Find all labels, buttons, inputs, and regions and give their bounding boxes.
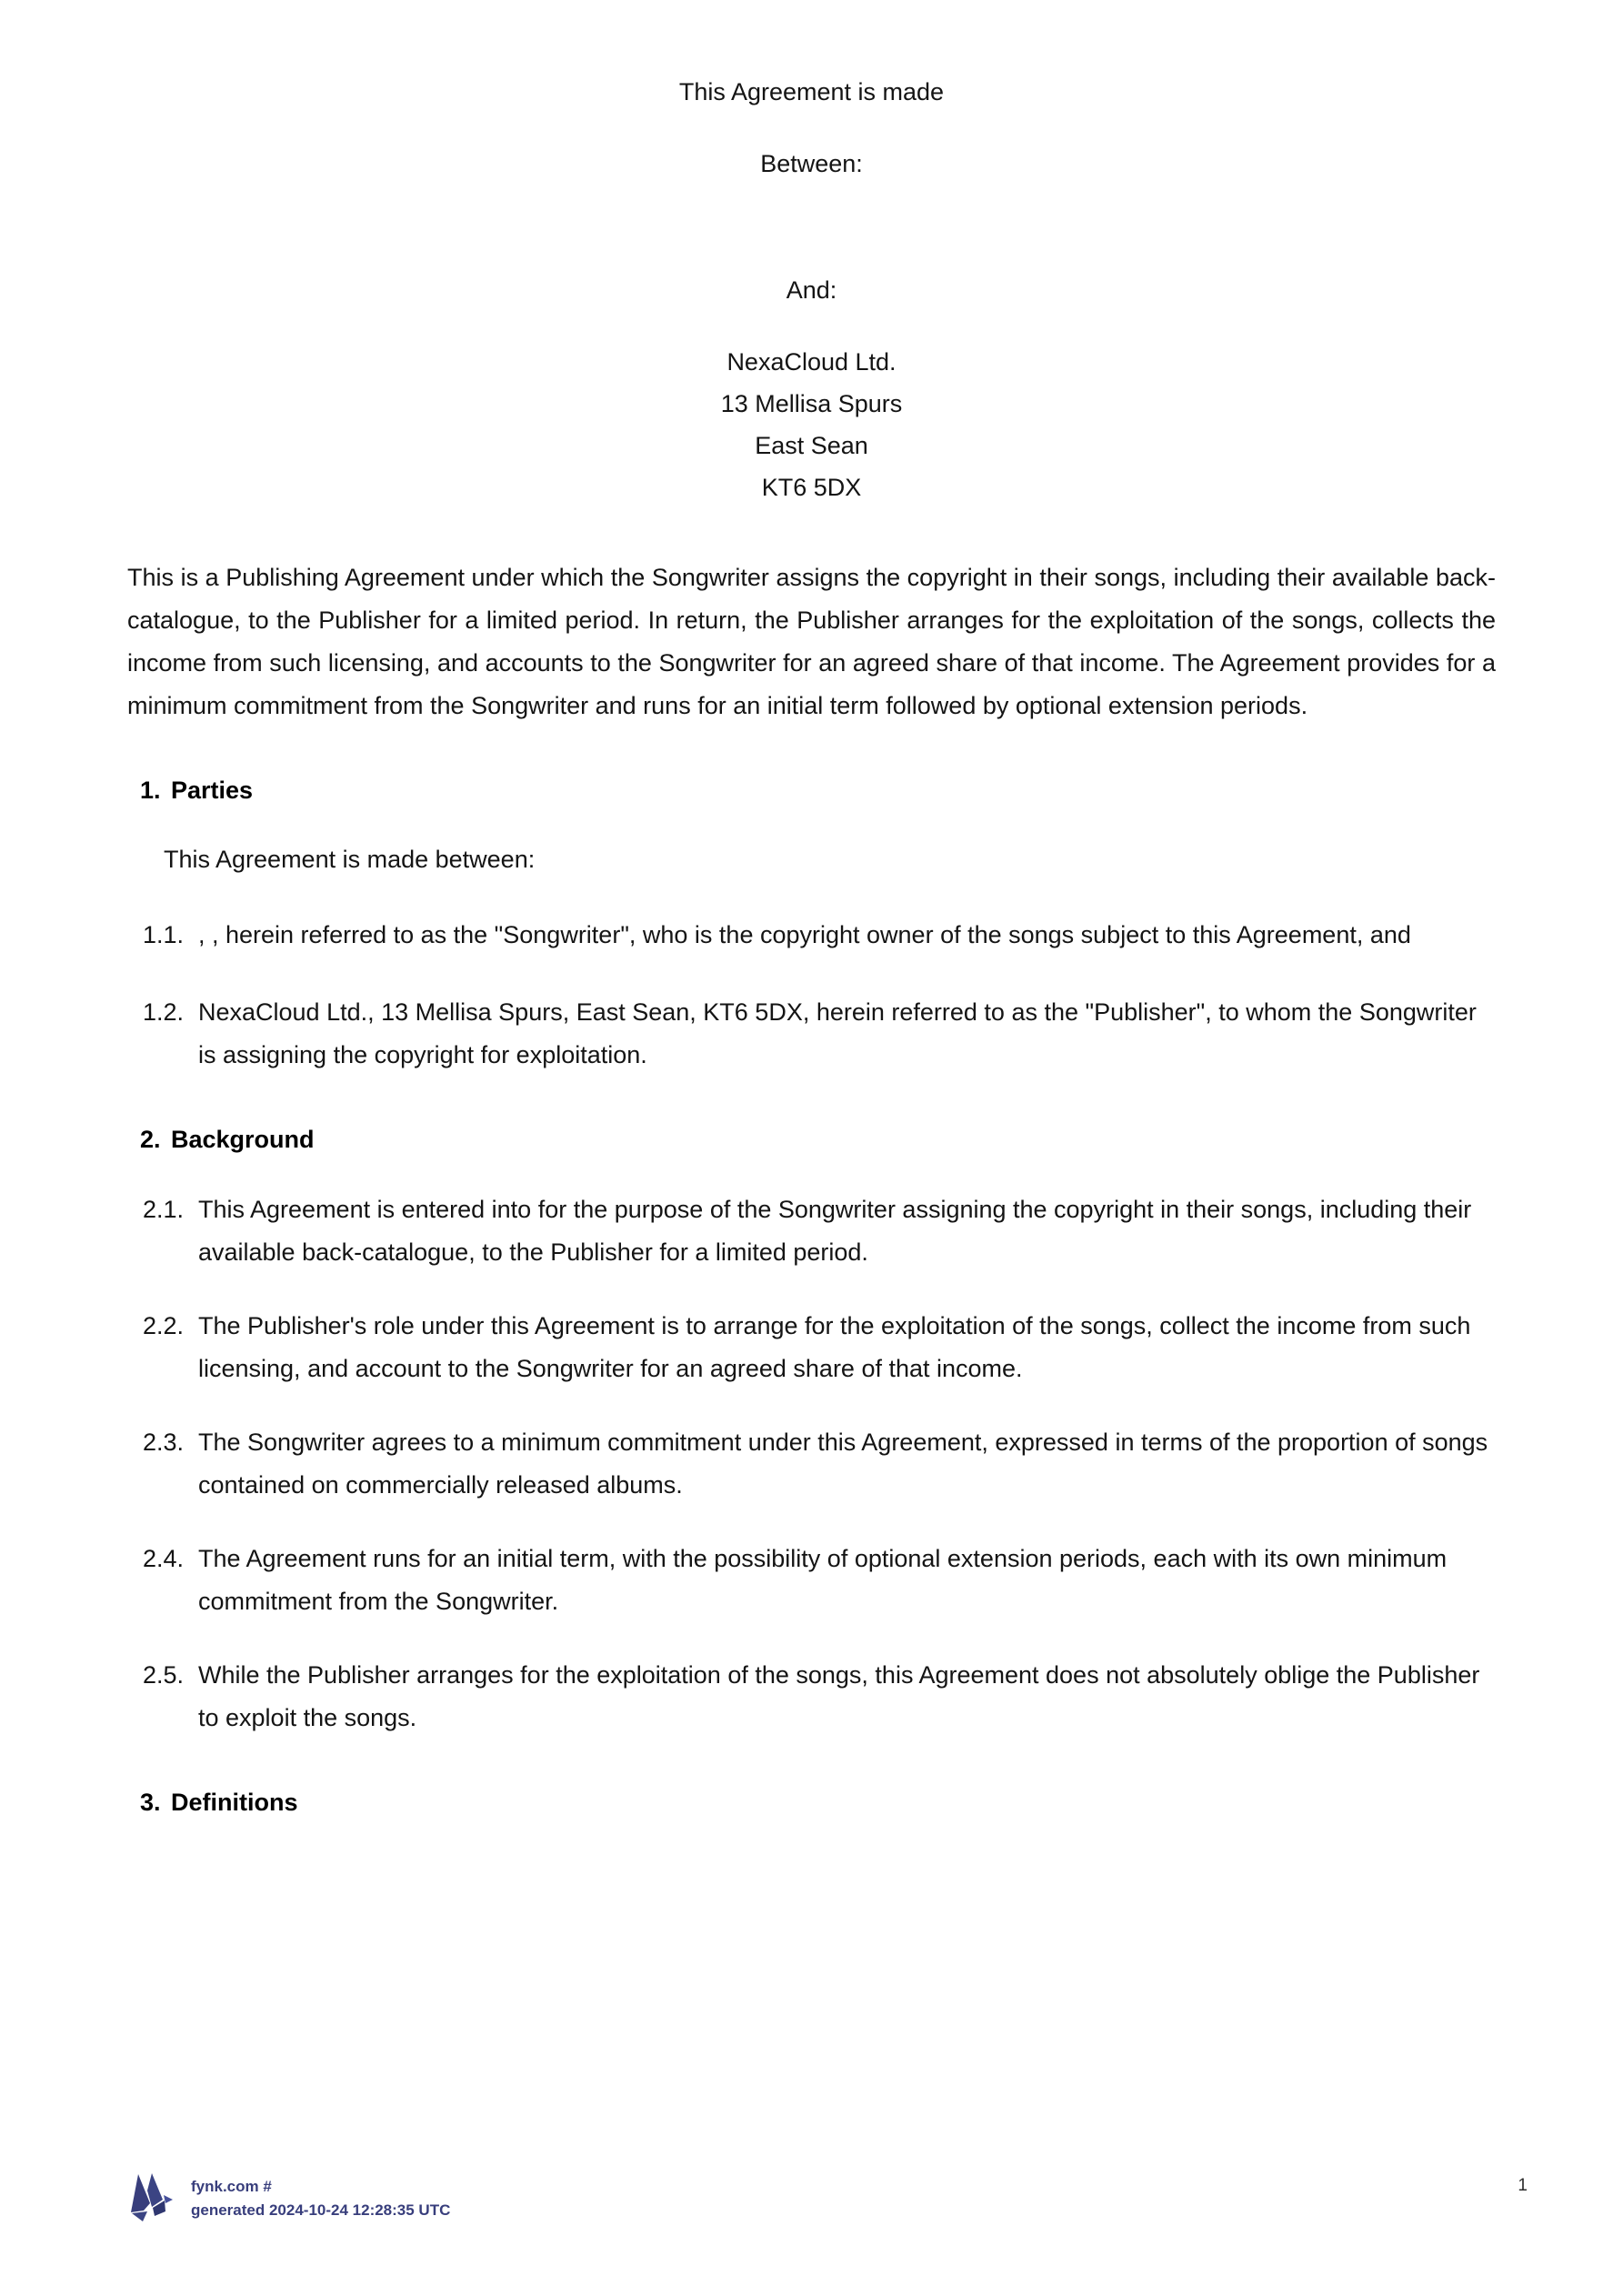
section-title: Definitions	[171, 1789, 298, 1816]
clause-text: The Publisher's role under this Agreement is to arrange for the exploitation of the songs, collect the income from such licensing, and account to the Songwriter for an agreed share of that income.	[198, 1312, 1471, 1382]
clause-1-2	[127, 991, 1496, 1077]
clause-text: The Agreement runs for an initial term, with the possibility of optional extension periods, each with its own minimum commitment from the Songwriter.	[198, 1545, 1448, 1615]
preamble-block	[127, 80, 1496, 500]
page-footer	[127, 2171, 1528, 2249]
clause-2-3	[127, 1421, 1496, 1507]
and-label: And:	[786, 276, 837, 304]
parties-lead-in: This Agreement is made between:	[164, 846, 536, 873]
clause-2-4	[127, 1538, 1496, 1623]
party-two-postcode: KT6 5DX	[761, 474, 862, 501]
section-number: 3.	[140, 1789, 161, 1816]
clause-text: , , herein referred to as the "Songwriter", who is the copyright owner of the songs subject to this Agreement, and	[198, 921, 1411, 948]
section-number: 2.	[140, 1126, 161, 1153]
party-two-name: NexaCloud Ltd.	[726, 348, 897, 376]
intro-paragraph: This is a Publishing Agreement under which the Songwriter assigns the copyright in their songs, including their available back-catalogue, to the Publisher for a limited period. In return, the Publisher arranges for the exploitation of the songs, collects the income from such licensing, and accounts to the Songwriter for an agreed share of that income. The Agreement provides for a minimum commitment from the Songwriter and runs for an initial term followed by optional extension periods.	[127, 564, 1496, 719]
clause-number: 2.4.	[142, 1545, 184, 1572]
section-heading-definitions	[127, 1789, 1496, 1817]
clause-text: This Agreement is entered into for the purpose of the Songwriter assigning the copyright in their songs, including their available back-catalogue, to the Publisher for a limited period.	[198, 1196, 1472, 1266]
footer-text-block	[191, 2175, 450, 2222]
party-one-placeholder	[127, 176, 1496, 278]
clause-number: 2.2.	[142, 1312, 184, 1339]
clause-text: While the Publisher arranges for the exploitation of the songs, this Agreement does not absolutely oblige the Publisher to exploit the songs.	[198, 1661, 1480, 1731]
clause-number: 2.1.	[142, 1196, 184, 1223]
clause-number: 2.5.	[142, 1661, 184, 1689]
section-heading-parties	[127, 777, 1496, 805]
clause-number: 2.3.	[142, 1429, 184, 1456]
party-two-city: East Sean	[755, 432, 868, 459]
footer-brand-block	[127, 2171, 450, 2227]
between-label: Between:	[760, 150, 863, 177]
clause-2-1	[127, 1188, 1496, 1274]
clause-number: 1.2.	[142, 998, 184, 1026]
section-number: 1.	[140, 777, 161, 804]
section-title: Parties	[171, 777, 254, 804]
party-two-street: 13 Mellisa Spurs	[720, 390, 903, 417]
section-heading-background	[127, 1126, 1496, 1154]
origami-bird-icon	[127, 2171, 178, 2227]
document-body	[127, 0, 1496, 1817]
page-number: 1	[1518, 2176, 1528, 2195]
party-two-address	[127, 350, 1496, 500]
clause-text: The Songwriter agrees to a minimum commitment under this Agreement, expressed in terms of the proportion of songs contained on commercially released albums.	[198, 1429, 1488, 1499]
footer-generated-timestamp: generated 2024-10-24 12:28:35 UTC	[191, 2201, 451, 2219]
clause-2-2	[127, 1305, 1496, 1390]
section-title: Background	[171, 1126, 315, 1153]
agreement-made-line: This Agreement is made	[678, 78, 945, 105]
clause-text: NexaCloud Ltd., 13 Mellisa Spurs, East Sean, KT6 5DX, herein referred to as the "Publisher", to whom the Songwriter is assigning the copyright for exploitation.	[198, 998, 1477, 1068]
footer-brand[interactable]: fynk.com #	[191, 2178, 272, 2195]
clause-1-1	[127, 914, 1496, 957]
clause-2-5	[127, 1654, 1496, 1740]
clause-number: 1.1.	[142, 921, 184, 948]
